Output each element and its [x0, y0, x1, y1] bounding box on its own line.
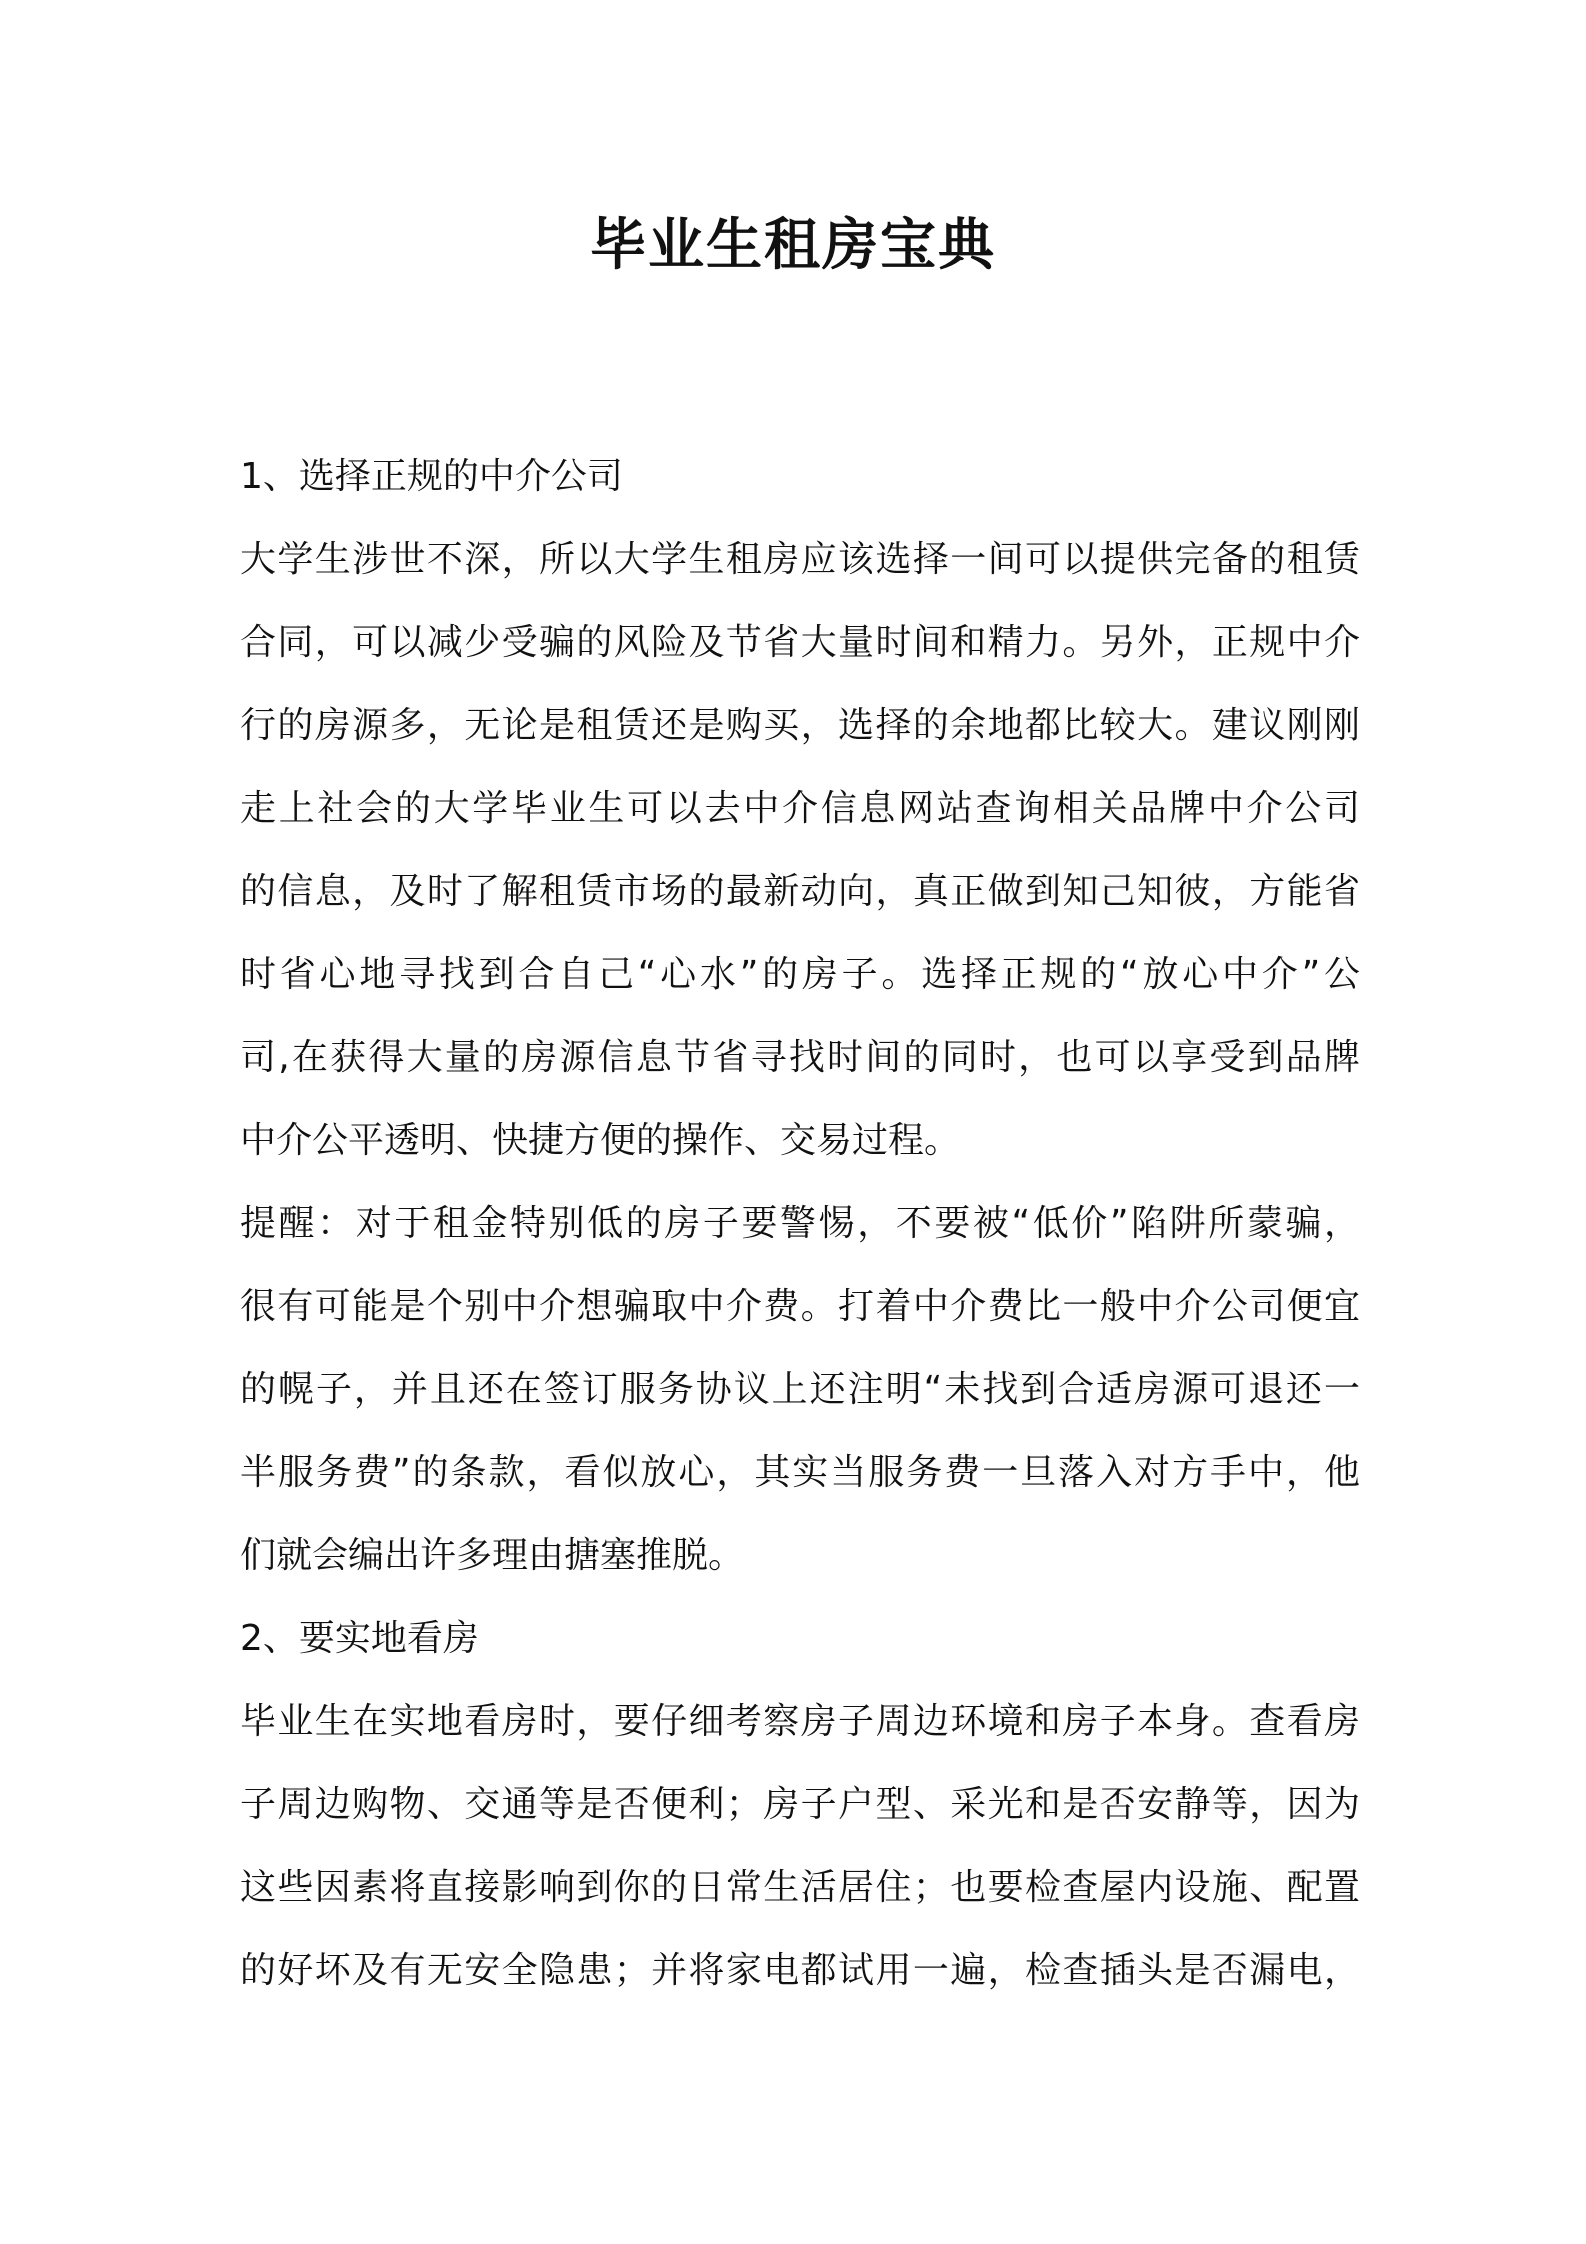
- paragraph-line: 半服务费”的条款，看似放心，其实当服务费一旦落入对方手中，他: [240, 1452, 1360, 1493]
- reminder-line: 提醒：对于租金特别低的房子要警惕，不要被“低价”陷阱所蒙骗，: [240, 1203, 1360, 1244]
- paragraph-line: 毕业生在实地看房时，要仔细考察房子周边环境和房子本身。查看房: [240, 1701, 1360, 1742]
- paragraph-line: 合同，可以减少受骗的风险及节省大量时间和精力。另外，正规中介: [240, 622, 1360, 663]
- paragraph-line: 的幌子，并且还在签订服务协议上还注明“未找到合适房源可退还一: [240, 1369, 1360, 1410]
- paragraph-line: 大学生涉世不深，所以大学生租房应该选择一间可以提供完备的租赁: [240, 539, 1360, 580]
- paragraph-line: 的信息，及时了解租赁市场的最新动向，真正做到知己知彼，方能省: [240, 871, 1360, 912]
- paragraph-line: 很有可能是个别中介想骗取中介费。打着中介费比一般中介公司便宜: [240, 1286, 1360, 1327]
- paragraph-line: 司,在获得大量的房源信息节省寻找时间的同时，也可以享受到品牌: [240, 1037, 1360, 1078]
- paragraph-line: 这些因素将直接影响到你的日常生活居住；也要检查屋内设施、配置: [240, 1867, 1360, 1908]
- paragraph-line: 中介公平透明、快捷方便的操作、交易过程。: [240, 1120, 961, 1161]
- paragraph-line: 时省心地寻找到合自己“心水”的房子。选择正规的“放心中介”公: [240, 954, 1360, 995]
- paragraph-line: 们就会编出许多理由搪塞推脱。: [240, 1535, 745, 1576]
- paragraph-line: 行的房源多，无论是租赁还是购买，选择的余地都比较大。建议刚刚: [240, 705, 1360, 746]
- paragraph-line: 走上社会的大学毕业生可以去中介信息网站查询相关品牌中介公司: [240, 788, 1360, 829]
- section-heading-2: 2、要实地看房: [240, 1618, 479, 1659]
- paragraph-line: 的好坏及有无安全隐患；并将家电都试用一遍，检查插头是否漏电，: [240, 1950, 1360, 1991]
- section-heading-1: 1、选择正规的中介公司: [240, 456, 623, 497]
- paragraph-line: 子周边购物、交通等是否便利；房子户型、采光和是否安静等，因为: [240, 1784, 1360, 1825]
- document-title: 毕业生租房宝典: [590, 213, 996, 278]
